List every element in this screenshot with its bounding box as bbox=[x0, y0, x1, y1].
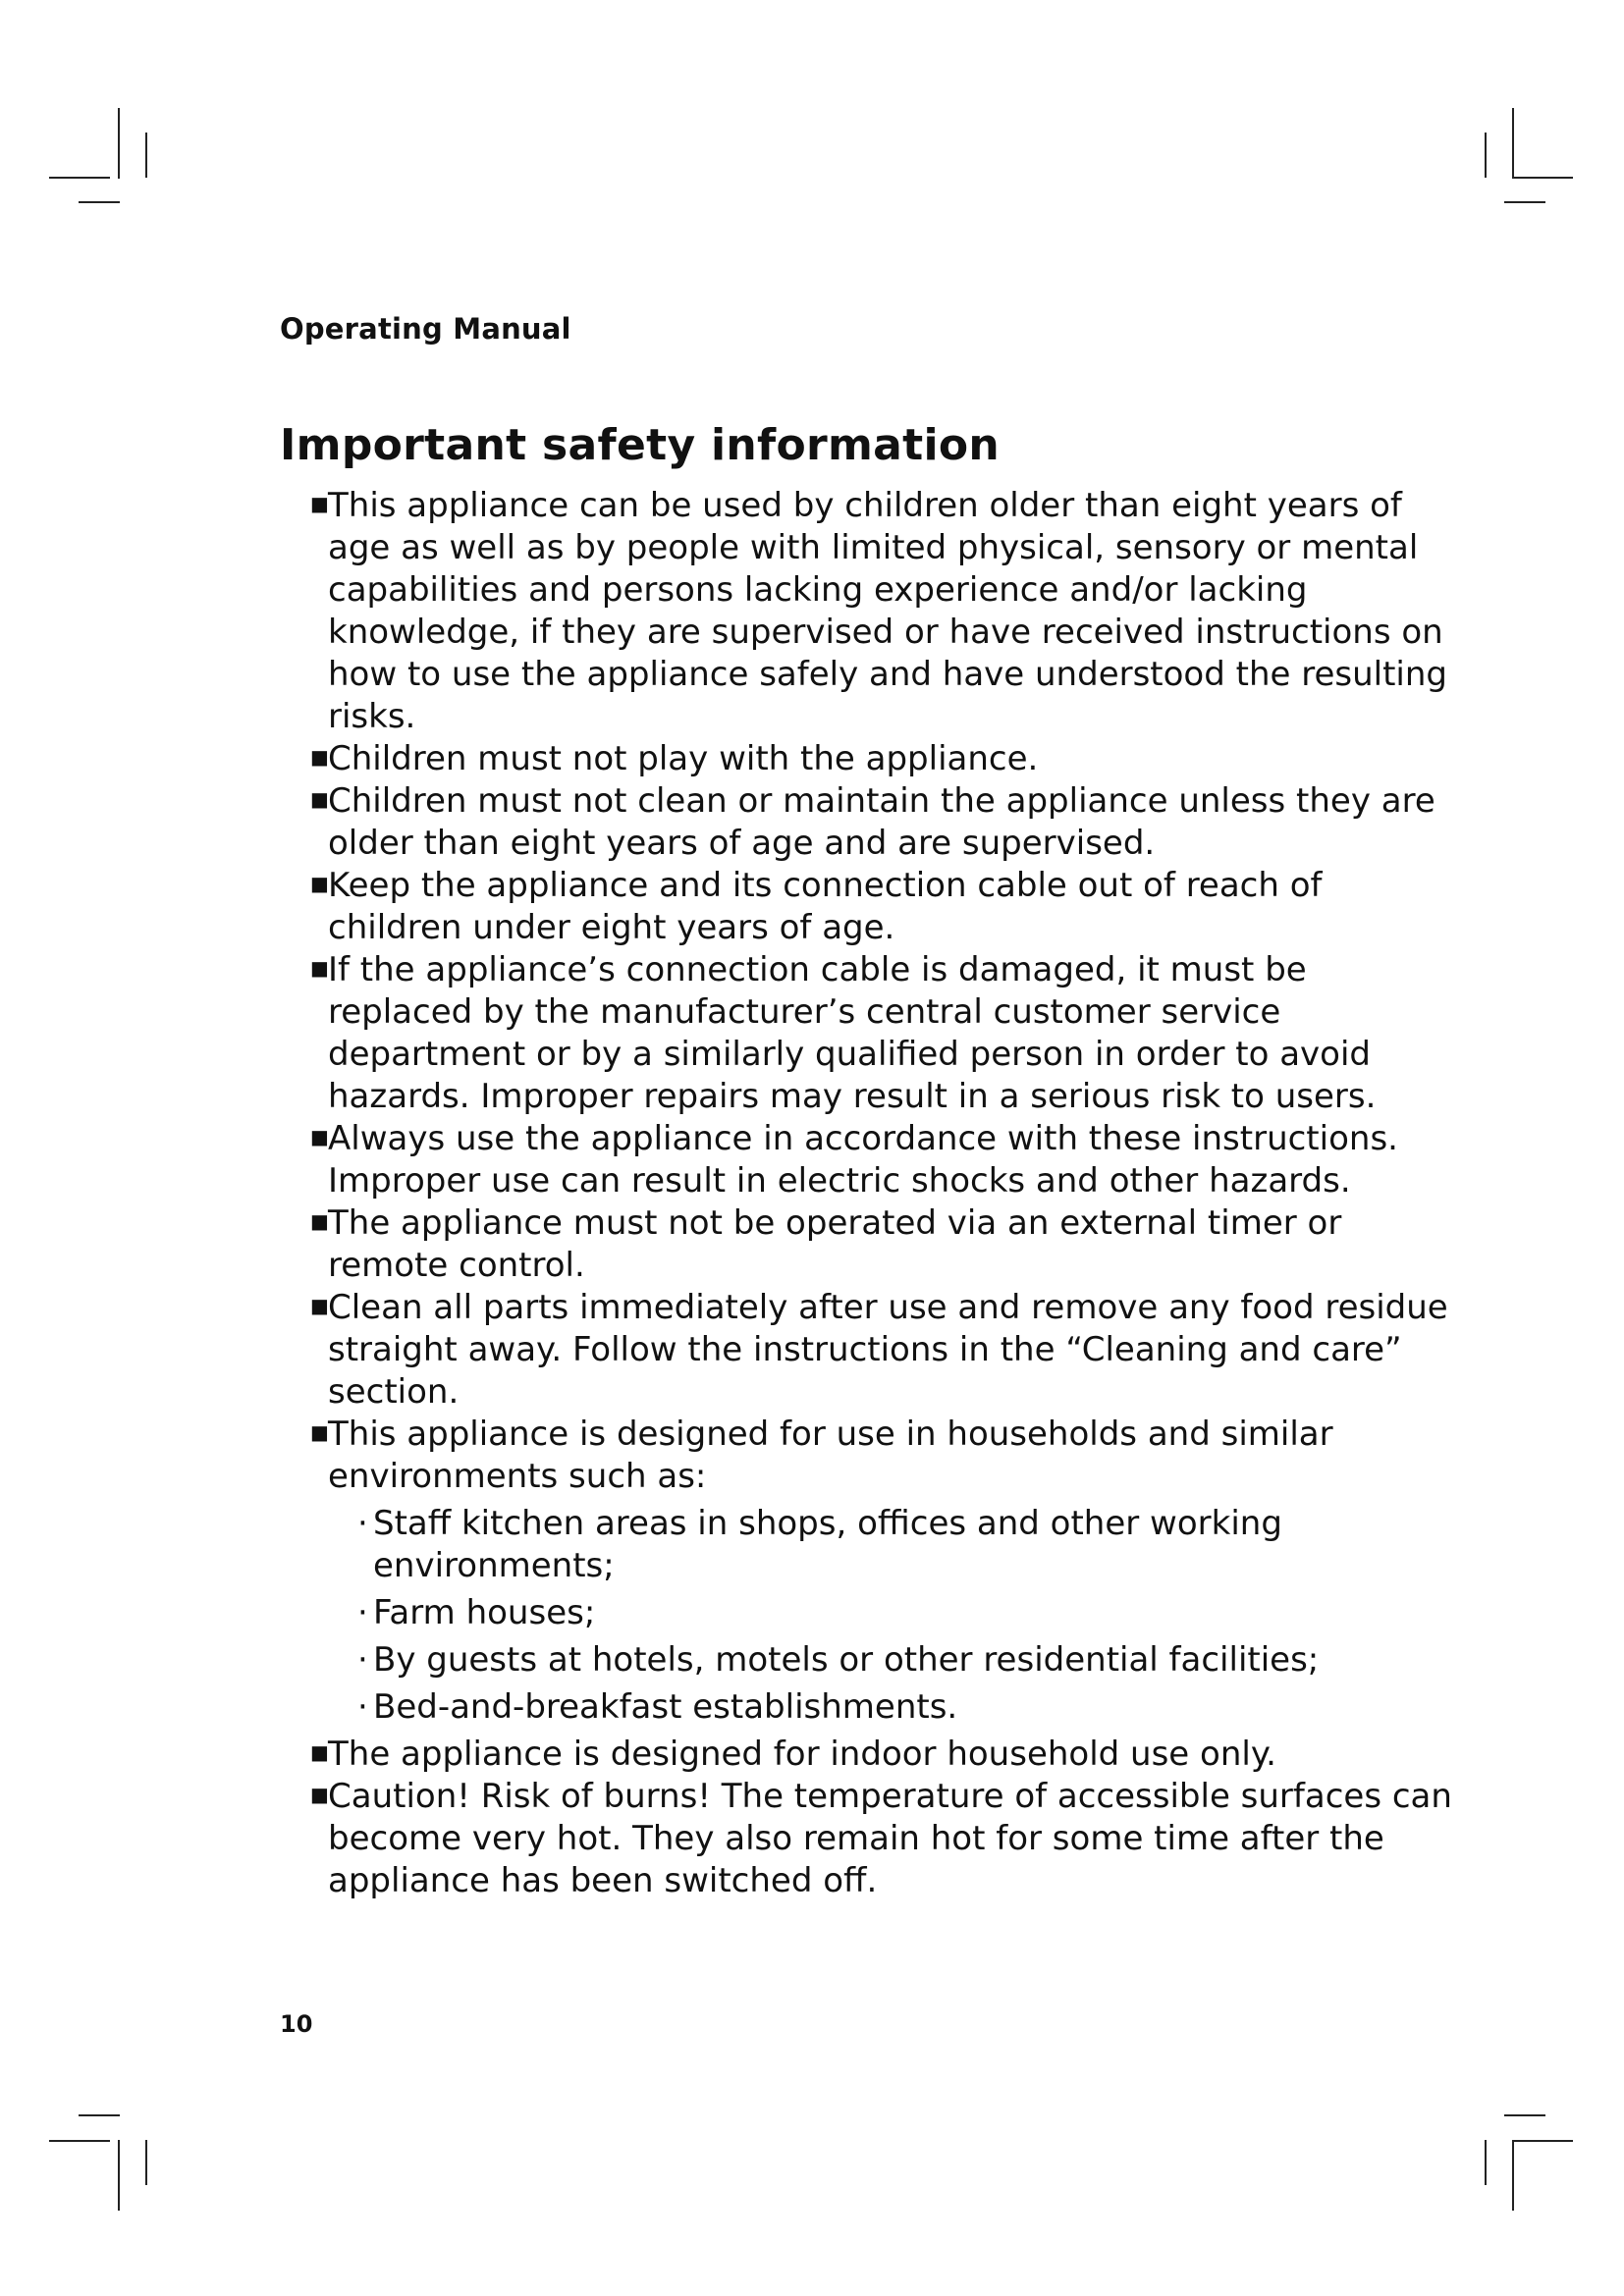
crop-mark bbox=[145, 2140, 147, 2185]
crop-mark bbox=[1504, 201, 1545, 203]
crop-mark bbox=[49, 2140, 110, 2142]
safety-item: ■ Children must not play with the appliance. bbox=[310, 739, 1039, 778]
dot-bullet-icon: · bbox=[357, 1504, 368, 1543]
safety-item: ■ Children must not clean or maintain the appliance unless they are older than eight years of age and are supervised. bbox=[310, 781, 1435, 863]
square-bullet-icon: ■ bbox=[310, 787, 329, 811]
safety-list bbox=[304, 485, 1453, 1902]
page-number: 10 bbox=[280, 2010, 313, 2038]
safety-item: ■ Always use the appliance in accordance with these instructions. Improper use can result in electric shocks and other hazards. bbox=[310, 1119, 1398, 1201]
safety-item: ■ Clean all parts immediately after use and remove any food residue straight away. Follow the instructions in the “Cleaning and care” section. bbox=[310, 1288, 1448, 1412]
safety-item: ■ Caution! Risk of burns! The temperature of accessible surfaces can become very hot. They also remain hot for some time after the appliance has been switched off. bbox=[310, 1777, 1452, 1900]
square-bullet-icon: ■ bbox=[310, 745, 329, 769]
square-bullet-icon: ■ bbox=[310, 1125, 329, 1148]
section-title: Important safety information bbox=[280, 420, 1001, 470]
crop-mark bbox=[79, 201, 120, 203]
square-bullet-icon: ■ bbox=[310, 492, 329, 515]
safety-item: ■ Keep the appliance and its connection cable out of reach of children under eight years of age. bbox=[310, 866, 1323, 947]
crop-mark bbox=[1504, 2114, 1545, 2116]
safety-item: ■ The appliance must not be operated via an external timer or remote control. bbox=[310, 1203, 1342, 1285]
sub-item: · Staff kitchen areas in shops, offices and other working environments; bbox=[357, 1504, 1282, 1585]
safety-item: ■ This appliance can be used by children older than eight years of age as well as by people with limited physical, sensory or mental capabilities and persons lacking experience and/or lacking knowledge, if they are supervised or have received instructions on how to use the appliance safely and have understood the resulting risks. bbox=[310, 486, 1447, 736]
square-bullet-icon: ■ bbox=[310, 1294, 329, 1317]
crop-mark bbox=[79, 2114, 120, 2116]
crop-mark bbox=[49, 177, 110, 179]
sub-item: · By guests at hotels, motels or other residential facilities; bbox=[357, 1640, 1320, 1680]
sub-item: · Bed-and-breakfast establishments. bbox=[357, 1687, 958, 1727]
sub-item: · Farm houses; bbox=[357, 1593, 596, 1632]
safety-item: ■ If the appliance’s connection cable is damaged, it must be replaced by the manufacturer’s central customer service department or by a similarly qualified person in order to avoid hazards. Improper repairs may result in a serious risk to users. bbox=[310, 950, 1377, 1116]
running-header: Operating Manual bbox=[280, 312, 571, 346]
crop-mark bbox=[1485, 2140, 1487, 2185]
safety-item: ■ The appliance is designed for indoor household use only. bbox=[310, 1735, 1276, 1774]
square-bullet-icon: ■ bbox=[310, 956, 329, 980]
safety-item: ■ This appliance is designed for use in households and similar environments such as: bbox=[310, 1415, 1333, 1496]
square-bullet-icon: ■ bbox=[310, 1740, 329, 1764]
crop-mark bbox=[118, 2140, 120, 2211]
crop-mark bbox=[1512, 2140, 1514, 2211]
square-bullet-icon: ■ bbox=[310, 1209, 329, 1233]
crop-mark bbox=[145, 133, 147, 178]
square-bullet-icon: ■ bbox=[310, 1783, 329, 1806]
dot-bullet-icon: · bbox=[357, 1640, 368, 1680]
environment-sublist bbox=[353, 1503, 1453, 1729]
dot-bullet-icon: · bbox=[357, 1593, 368, 1632]
crop-mark bbox=[1512, 108, 1514, 179]
crop-mark bbox=[118, 108, 120, 179]
crop-mark bbox=[1512, 177, 1573, 179]
square-bullet-icon: ■ bbox=[310, 1420, 329, 1444]
square-bullet-icon: ■ bbox=[310, 872, 329, 895]
crop-mark bbox=[1485, 133, 1487, 178]
crop-mark bbox=[1512, 2140, 1573, 2142]
dot-bullet-icon: · bbox=[357, 1687, 368, 1727]
